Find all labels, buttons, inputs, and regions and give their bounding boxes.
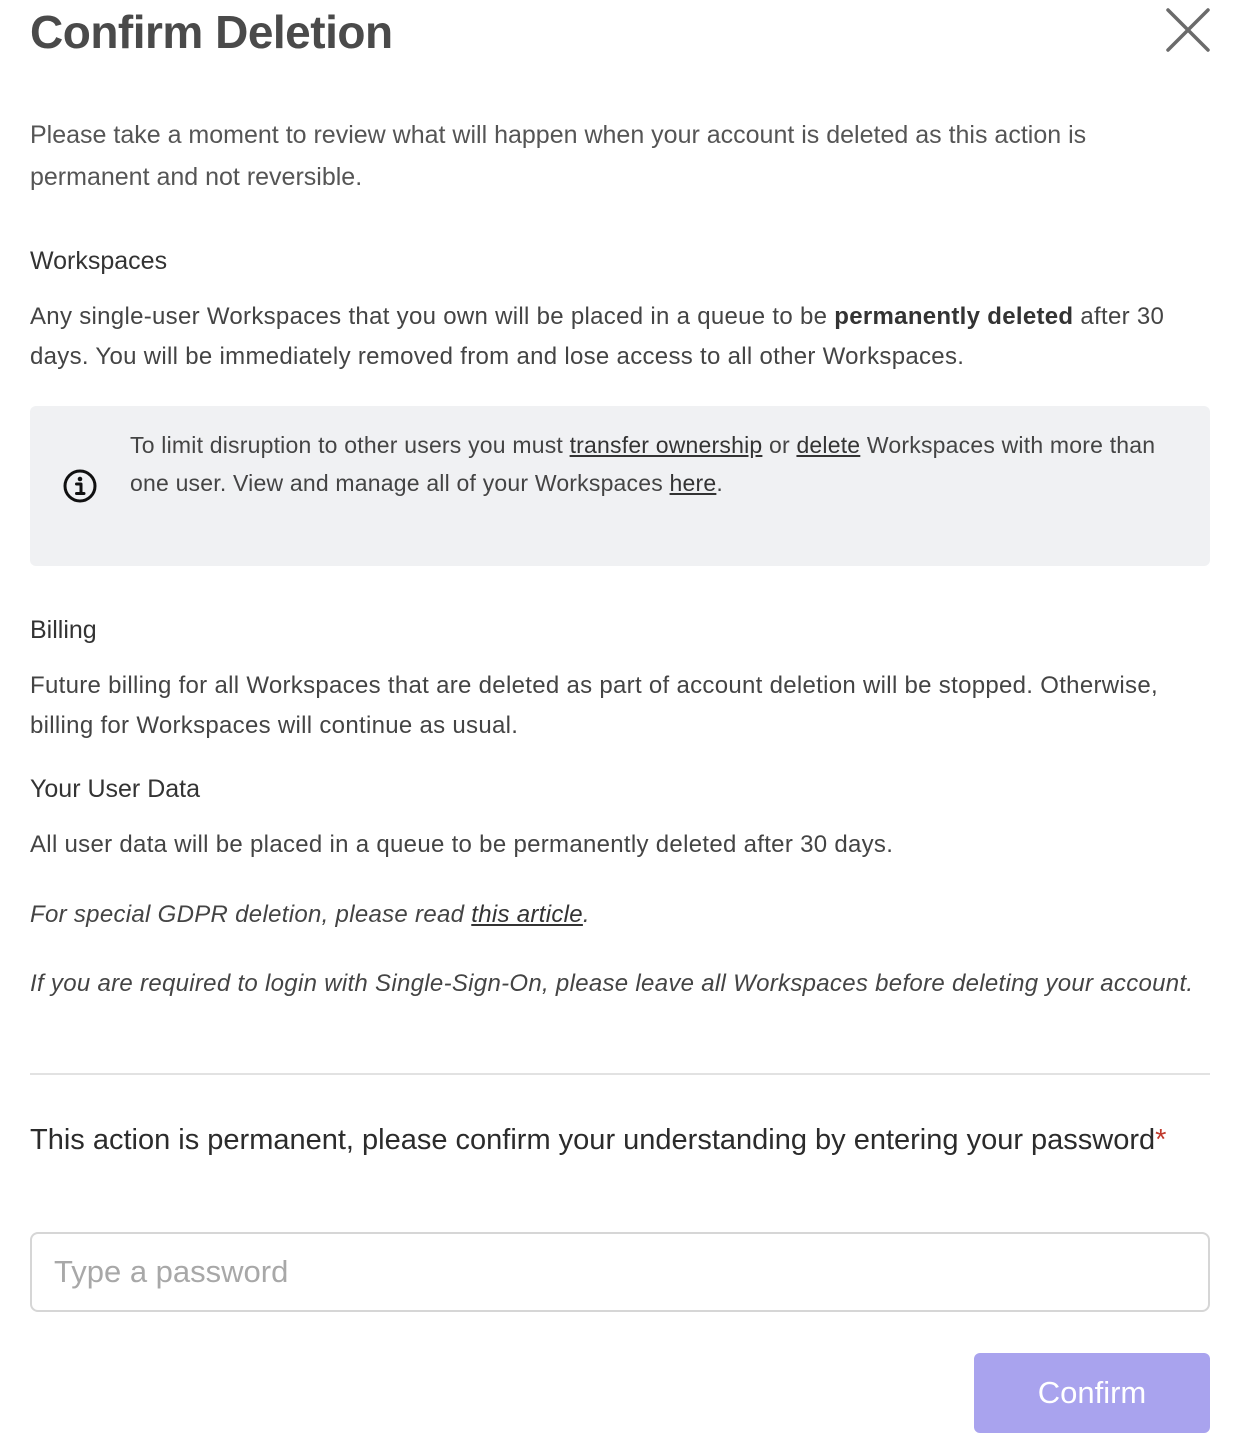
confirm-button[interactable]: Confirm bbox=[974, 1353, 1210, 1433]
dialog-title: Confirm Deletion bbox=[30, 6, 393, 58]
manage-workspaces-here-link[interactable]: here bbox=[669, 470, 717, 496]
close-button[interactable] bbox=[1164, 6, 1212, 54]
sso-note: If you are required to login with Single-Sign-On, please leave all Workspaces before deleting your account. bbox=[30, 970, 1194, 997]
transfer-ownership-link[interactable]: transfer ownership bbox=[569, 432, 763, 458]
workspaces-info-box bbox=[30, 406, 1210, 566]
user-data-heading: Your User Data bbox=[30, 775, 200, 803]
workspaces-heading: Workspaces bbox=[30, 247, 168, 275]
gdpr-note-part: For special GDPR deletion, please read bbox=[30, 901, 472, 928]
user-data-text: All user data will be placed in a queue to be permanently deleted after 30 days. bbox=[30, 831, 894, 858]
info-text-part: To limit disruption to other users you must bbox=[130, 432, 570, 458]
intro-text: Please take a moment to review what will happen when your account is deleted as this action is permanent and not reversible. bbox=[30, 121, 1087, 191]
info-text-part: . bbox=[716, 470, 723, 496]
workspaces-text-part: Any single-user Workspaces that you own will be placed in a queue to be bbox=[30, 303, 835, 330]
gdpr-note-part: . bbox=[582, 901, 590, 928]
password-confirm-label bbox=[30, 1116, 1180, 1164]
close-icon bbox=[1164, 6, 1212, 54]
workspaces-text-part: after 30 days. You will be immediately removed from and lose access to all other Workspaces. bbox=[30, 303, 1165, 370]
password-confirm-label-text: This action is permanent, please confirm your understanding by entering your password bbox=[30, 1124, 1156, 1156]
info-text bbox=[130, 426, 1190, 502]
billing-text: Future billing for all Workspaces that are deleted as part of account deletion will be stopped. Otherwise, billing for Workspaces will continue as usual. bbox=[30, 672, 1158, 739]
required-indicator: * bbox=[1155, 1124, 1167, 1156]
billing-heading: Billing bbox=[30, 616, 97, 644]
workspaces-text bbox=[30, 297, 1210, 377]
workspaces-text-bold: permanently deleted bbox=[834, 303, 1074, 330]
info-icon bbox=[62, 468, 98, 504]
gdpr-note bbox=[30, 895, 1210, 935]
password-input[interactable] bbox=[30, 1232, 1210, 1312]
info-text-part: Workspaces with more than one user. View and manage all of your Workspaces bbox=[130, 432, 1156, 496]
delete-workspaces-link[interactable]: delete bbox=[796, 432, 861, 458]
gdpr-article-link[interactable]: this article bbox=[471, 901, 583, 928]
info-text-part: or bbox=[762, 432, 797, 458]
divider bbox=[30, 1073, 1210, 1075]
